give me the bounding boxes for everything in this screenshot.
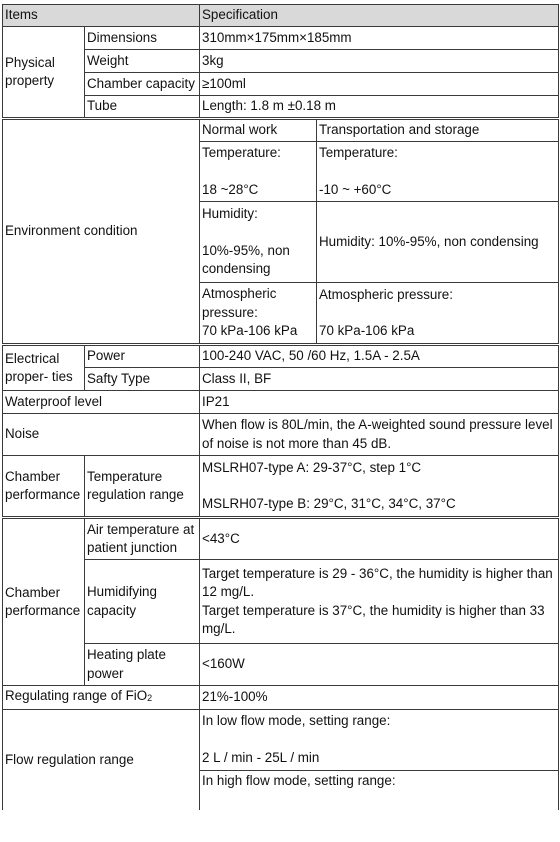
normal-temperature-value: 18 ~28°C [202, 181, 259, 197]
noise-value: When flow is 80L/min, the A-weighted sound pressure level of noise is not more than 45 dB. [200, 414, 559, 456]
normal-pressure-value: 70 kPa-106 kPa [202, 323, 298, 339]
transport-pressure-cell [317, 283, 559, 345]
table-row [3, 368, 559, 391]
table-row [3, 414, 559, 456]
table-row [3, 119, 559, 142]
fio2-label [3, 686, 200, 710]
fio2-value: 21%-100% [200, 686, 559, 710]
fio2-label-main: Regulating range of FiO [5, 688, 148, 703]
high-flow-label: In high flow mode, setting range: [200, 770, 559, 810]
tube-value: Length: 1.8 m ±0.18 m [200, 96, 559, 119]
table-row [3, 560, 559, 644]
table-row [3, 686, 559, 710]
table-row [3, 96, 559, 119]
heating-plate-value: <160W [200, 644, 559, 686]
weight-value: 3kg [200, 50, 559, 73]
header-items: Items [3, 5, 200, 27]
table-row [3, 73, 559, 96]
table-row [3, 345, 559, 368]
humidifying-line-2: Target temperature is 37°C, the humidity is higher than 33 mg/L. [202, 602, 545, 636]
flow-regulation-label: Flow regulation range [3, 709, 200, 810]
header-specification: Specification [200, 5, 559, 27]
dimensions-value: 310mm×175mm×185mm [200, 27, 559, 50]
waterproof-value: IP21 [200, 391, 559, 414]
tube-label: Tube [85, 96, 200, 119]
transport-temperature-value: -10 ~ +60°C [319, 181, 392, 197]
chamber-performance-label: Chamber performance [3, 456, 85, 518]
table-row [3, 456, 559, 518]
low-flow-label: In low flow mode, setting range: [202, 713, 391, 728]
normal-temperature-cell [200, 142, 317, 202]
chamber-performance-label-2: Chamber performance [3, 518, 85, 686]
electrical-group-label: Electrical proper- ties [3, 345, 85, 391]
low-flow-value: 2 L / min - 25L / min [202, 749, 320, 765]
chamber-capacity-label: Chamber capacity [85, 73, 200, 96]
fio2-label-subscript: 2 [147, 693, 153, 703]
table-row [3, 27, 559, 50]
waterproof-label: Waterproof level [3, 391, 200, 414]
transport-pressure-value: 70 kPa-106 kPa [319, 323, 415, 338]
type-a-range: MSLRH07-type A: 29-37°C, step 1°C [202, 459, 422, 475]
environment-group-label: Environment condition [3, 119, 200, 345]
air-temperature-label: Air temperature at patient junction [85, 518, 200, 560]
transport-humidity: Humidity: 10%-95%, non condensing [317, 202, 559, 283]
air-temperature-value: <43°C [200, 518, 559, 560]
transport-temperature-cell [317, 142, 559, 202]
dimensions-label: Dimensions [85, 27, 200, 50]
normal-humidity-label: Humidity: [202, 206, 258, 222]
table-header-row [3, 5, 559, 27]
specification-table [2, 4, 559, 810]
power-label: Power [85, 345, 200, 368]
type-b-range: MSLRH07-type B: 29°C, 31°C, 34°C, 37°C [202, 496, 456, 511]
safety-type-value: Class II, BF [200, 368, 559, 391]
normal-temperature-label: Temperature: [202, 145, 281, 160]
physical-group-label: Physical property [3, 27, 85, 119]
table-row [3, 518, 559, 560]
safety-type-label: Safty Type [85, 368, 200, 391]
humidifying-capacity-cell [200, 560, 559, 644]
transport-pressure-label: Atmospheric pressure: [319, 286, 453, 302]
power-value: 100-240 VAC, 50 /60 Hz, 1.5A - 2.5A [200, 345, 559, 368]
transport-storage-header: Transportation and storage [317, 119, 559, 142]
low-flow-cell [200, 709, 559, 770]
heating-plate-label: Heating plate power [85, 644, 200, 686]
noise-label: Noise [3, 414, 200, 456]
normal-pressure-label: Atmospheric pressure: [202, 286, 277, 320]
humidifying-capacity-label: Humidifying capacity [85, 560, 200, 644]
transport-temperature-label: Temperature: [319, 145, 398, 160]
table-row [3, 709, 559, 770]
normal-work-header: Normal work [200, 119, 317, 142]
normal-pressure-cell [200, 283, 317, 345]
normal-humidity-value: 10%-95%, non condensing [202, 242, 290, 277]
temperature-regulation-label: Temperature regulation range [85, 456, 200, 518]
temperature-regulation-cell [200, 456, 559, 518]
normal-humidity-cell [200, 202, 317, 283]
humidifying-line-1: Target temperature is 29 - 36°C, the humidity is higher than 12 mg/L. [202, 565, 553, 599]
table-row [3, 644, 559, 686]
table-row [3, 391, 559, 414]
table-row [3, 50, 559, 73]
weight-label: Weight [85, 50, 200, 73]
chamber-capacity-value: ≥100ml [200, 73, 559, 96]
